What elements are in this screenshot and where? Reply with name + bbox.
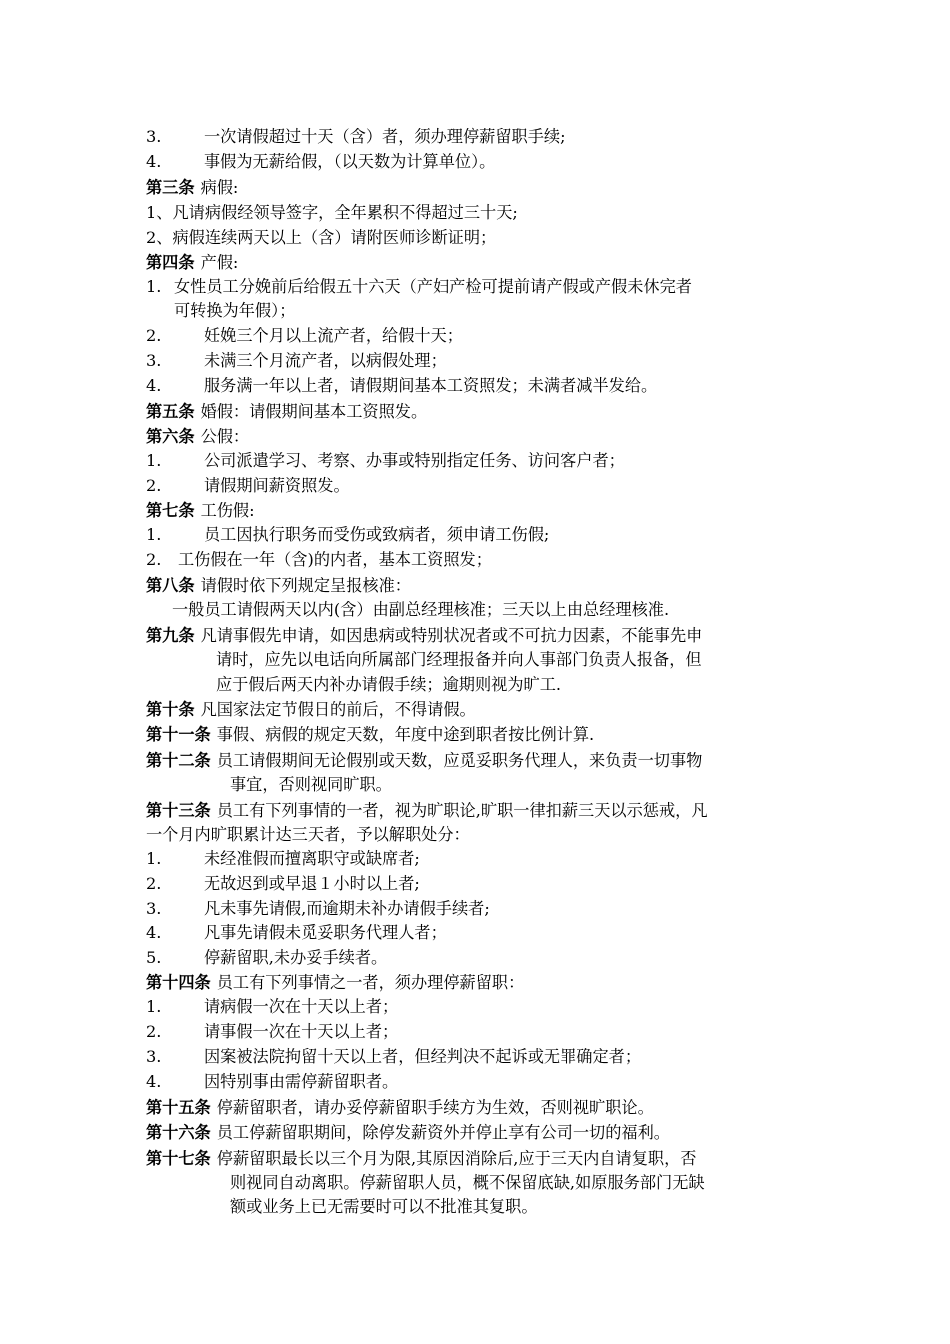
line-text: 请假时依下列规定呈报核准： (200, 576, 411, 595)
article-line (146, 972, 524, 994)
line-text: 一次请假超过十天（含）者，须办理停薪留职手续; (204, 127, 566, 146)
list-item (146, 475, 350, 497)
article-heading: 第十一条 (146, 725, 211, 744)
item-number: 2. (146, 874, 162, 893)
list-item (146, 848, 420, 870)
text-line (146, 227, 496, 249)
list-item (146, 350, 447, 372)
line-text: 事假、病假的规定天数，年度中途到职者按比例计算. (216, 725, 595, 744)
item-number: 3. (146, 1047, 162, 1066)
item-number: 3. (146, 899, 162, 918)
line-text: 一般员工请假两天以内(含）由副总经理核准；三天以上由总经理核准. (172, 600, 670, 619)
item-number: 1. (146, 997, 162, 1016)
article-line (146, 500, 255, 522)
text-line (146, 202, 518, 224)
list-item (146, 1071, 398, 1093)
item-number: 1. (146, 849, 162, 868)
line-text: 请时，应先以电话向所属部门经理报备并向人事部门负责人报备，但 (216, 650, 702, 669)
line-text: 则视同自动离职。停薪留职人员，概不保留底缺,如原服务部门无缺 (230, 1173, 705, 1192)
list-item (146, 922, 447, 944)
article-line (146, 1097, 654, 1119)
list-item (146, 450, 625, 472)
article-line (146, 750, 702, 772)
line-text: 员工因执行职务而受伤或致病者，须申请工伤假; (204, 525, 550, 544)
article-line (146, 177, 238, 199)
list-item (146, 126, 566, 148)
article-line (146, 1148, 696, 1170)
article-heading: 第十五条 (146, 1098, 211, 1117)
text-line (146, 824, 470, 846)
item-number: 2. (146, 476, 162, 495)
article-heading: 第九条 (146, 626, 195, 645)
article-heading: 第十条 (146, 700, 195, 719)
line-text: 1、凡请病假经领导签字，全年累积不得超过三十天; (146, 203, 518, 222)
list-item (146, 873, 420, 895)
list-item (146, 898, 490, 920)
line-text: 因特别事由需停薪留职者。 (204, 1072, 399, 1091)
item-number: 2. (146, 1022, 162, 1041)
text-line (230, 1196, 538, 1218)
article-heading: 第五条 (146, 402, 195, 421)
line-text: 停薪留职者，请办妥停薪留职手续方为生效，否则视旷职论。 (216, 1098, 654, 1117)
line-text: 应于假后两天内补办请假手续；逾期则视为旷工. (216, 675, 562, 694)
line-text: 员工有下列事情的一者，视为旷职论,旷职一律扣薪三天以示惩戒，凡 (216, 801, 708, 820)
line-text: 凡国家法定节假日的前后，不得请假。 (200, 700, 476, 719)
article-heading: 第八条 (146, 576, 195, 595)
list-item (146, 996, 398, 1018)
list-item (146, 276, 692, 298)
article-line (146, 800, 708, 822)
article-heading: 第十六条 (146, 1123, 211, 1142)
item-number: 2. (146, 326, 162, 345)
article-heading: 第六条 (146, 427, 195, 446)
list-item (146, 947, 387, 969)
article-heading: 第十七条 (146, 1149, 211, 1168)
line-text: 病假: (200, 178, 239, 197)
item-number: 4. (146, 152, 162, 171)
article-line (146, 252, 238, 274)
article-heading: 第十三条 (146, 801, 211, 820)
article-line (146, 724, 594, 746)
line-text: 请假期间薪资照发。 (204, 476, 350, 495)
text-line (230, 774, 392, 796)
article-heading: 第四条 (146, 253, 195, 272)
article-heading: 第十四条 (146, 973, 211, 992)
line-text: 请事假一次在十天以上者； (204, 1022, 399, 1041)
text-line (216, 674, 561, 696)
line-text: 妊娩三个月以上流产者，给假十天； (204, 326, 463, 345)
list-item (146, 1021, 398, 1043)
article-heading: 第三条 (146, 178, 195, 197)
line-text: 产假: (200, 253, 239, 272)
list-item (146, 151, 495, 173)
item-number: 1. (146, 277, 162, 296)
line-text: 员工请假期间无论假别或天数，应觅妥职务代理人，来负责一切事物 (216, 751, 703, 770)
line-text: 工伤假在一年（含)的内者，基本工资照发； (178, 550, 492, 569)
line-text: 公司派遣学习、考察、办事或特别指定任务、访问客户者； (204, 451, 625, 470)
list-item (146, 325, 463, 347)
line-text: 2、病假连续两天以上（含）请附医师诊断证明； (146, 228, 497, 247)
list-item (146, 1046, 641, 1068)
text-line (172, 599, 669, 621)
line-text: 凡未事先请假,而逾期未补办请假手续者; (204, 899, 490, 918)
item-number: 4. (146, 923, 162, 942)
list-item (146, 524, 549, 546)
article-line (146, 401, 427, 423)
text-line (174, 300, 295, 322)
line-text: 婚假：请假期间基本工资照发。 (200, 402, 428, 421)
line-text: 公假： (200, 427, 250, 446)
item-number: 5. (146, 948, 162, 967)
item-number: 4. (146, 1072, 162, 1091)
item-number: 2. (146, 550, 162, 569)
line-text: 停薪留职最长以三个月为限,其原因消除后,应于三天内自请复职，否 (216, 1149, 697, 1168)
article-line (146, 575, 411, 597)
line-text: 事宜，否则视同旷职。 (230, 775, 392, 794)
line-text: 可转换为年假）； (174, 301, 296, 320)
line-text: 停薪留职,未办妥手续者。 (204, 948, 388, 967)
item-number: 3. (146, 127, 162, 146)
list-item (146, 549, 492, 571)
line-text: 凡请事假先申请，如因患病或特别状况者或不可抗力因素，不能事先申 (200, 626, 703, 645)
item-number: 1. (146, 525, 162, 544)
line-text: 事假为无薪给假，（以天数为计算单位）。 (204, 152, 496, 171)
item-number: 3. (146, 351, 162, 370)
line-text: 女性员工分娩前后给假五十六天（产妇产检可提前请产假或产假未休完者 (174, 277, 692, 296)
text-line (216, 649, 702, 671)
line-text: 未满三个月流产者，以病假处理； (204, 351, 447, 370)
text-line (230, 1172, 705, 1194)
item-number: 1. (146, 451, 162, 470)
line-text: 因案被法院拘留十天以上者，但经判决不起诉或无罪确定者； (204, 1047, 642, 1066)
line-text: 一个月内旷职累计达三天者，予以解职处分： (146, 825, 470, 844)
item-number: 4. (146, 376, 162, 395)
article-line (146, 625, 702, 647)
line-text: 额或业务上已无需要时可以不批准其复职。 (230, 1197, 538, 1216)
list-item (146, 375, 657, 397)
line-text: 员工停薪留职期间，除停发薪资外并停止享有公司一切的福利。 (216, 1123, 670, 1142)
line-text: 服务满一年以上者，请假期间基本工资照发；未满者减半发给。 (204, 376, 658, 395)
line-text: 工伤假: (200, 501, 255, 520)
line-text: 凡事先请假未觅妥职务代理人者； (204, 923, 447, 942)
article-line (146, 1122, 670, 1144)
line-text: 未经准假而擅离职守或缺席者; (204, 849, 420, 868)
article-heading: 第十二条 (146, 751, 211, 770)
line-text: 员工有下列事情之一者，须办理停薪留职： (216, 973, 525, 992)
article-line (146, 426, 249, 448)
line-text: 无故迟到或早退１小时以上者; (204, 874, 420, 893)
article-line (146, 699, 476, 721)
line-text: 请病假一次在十天以上者； (204, 997, 399, 1016)
article-heading: 第七条 (146, 501, 195, 520)
